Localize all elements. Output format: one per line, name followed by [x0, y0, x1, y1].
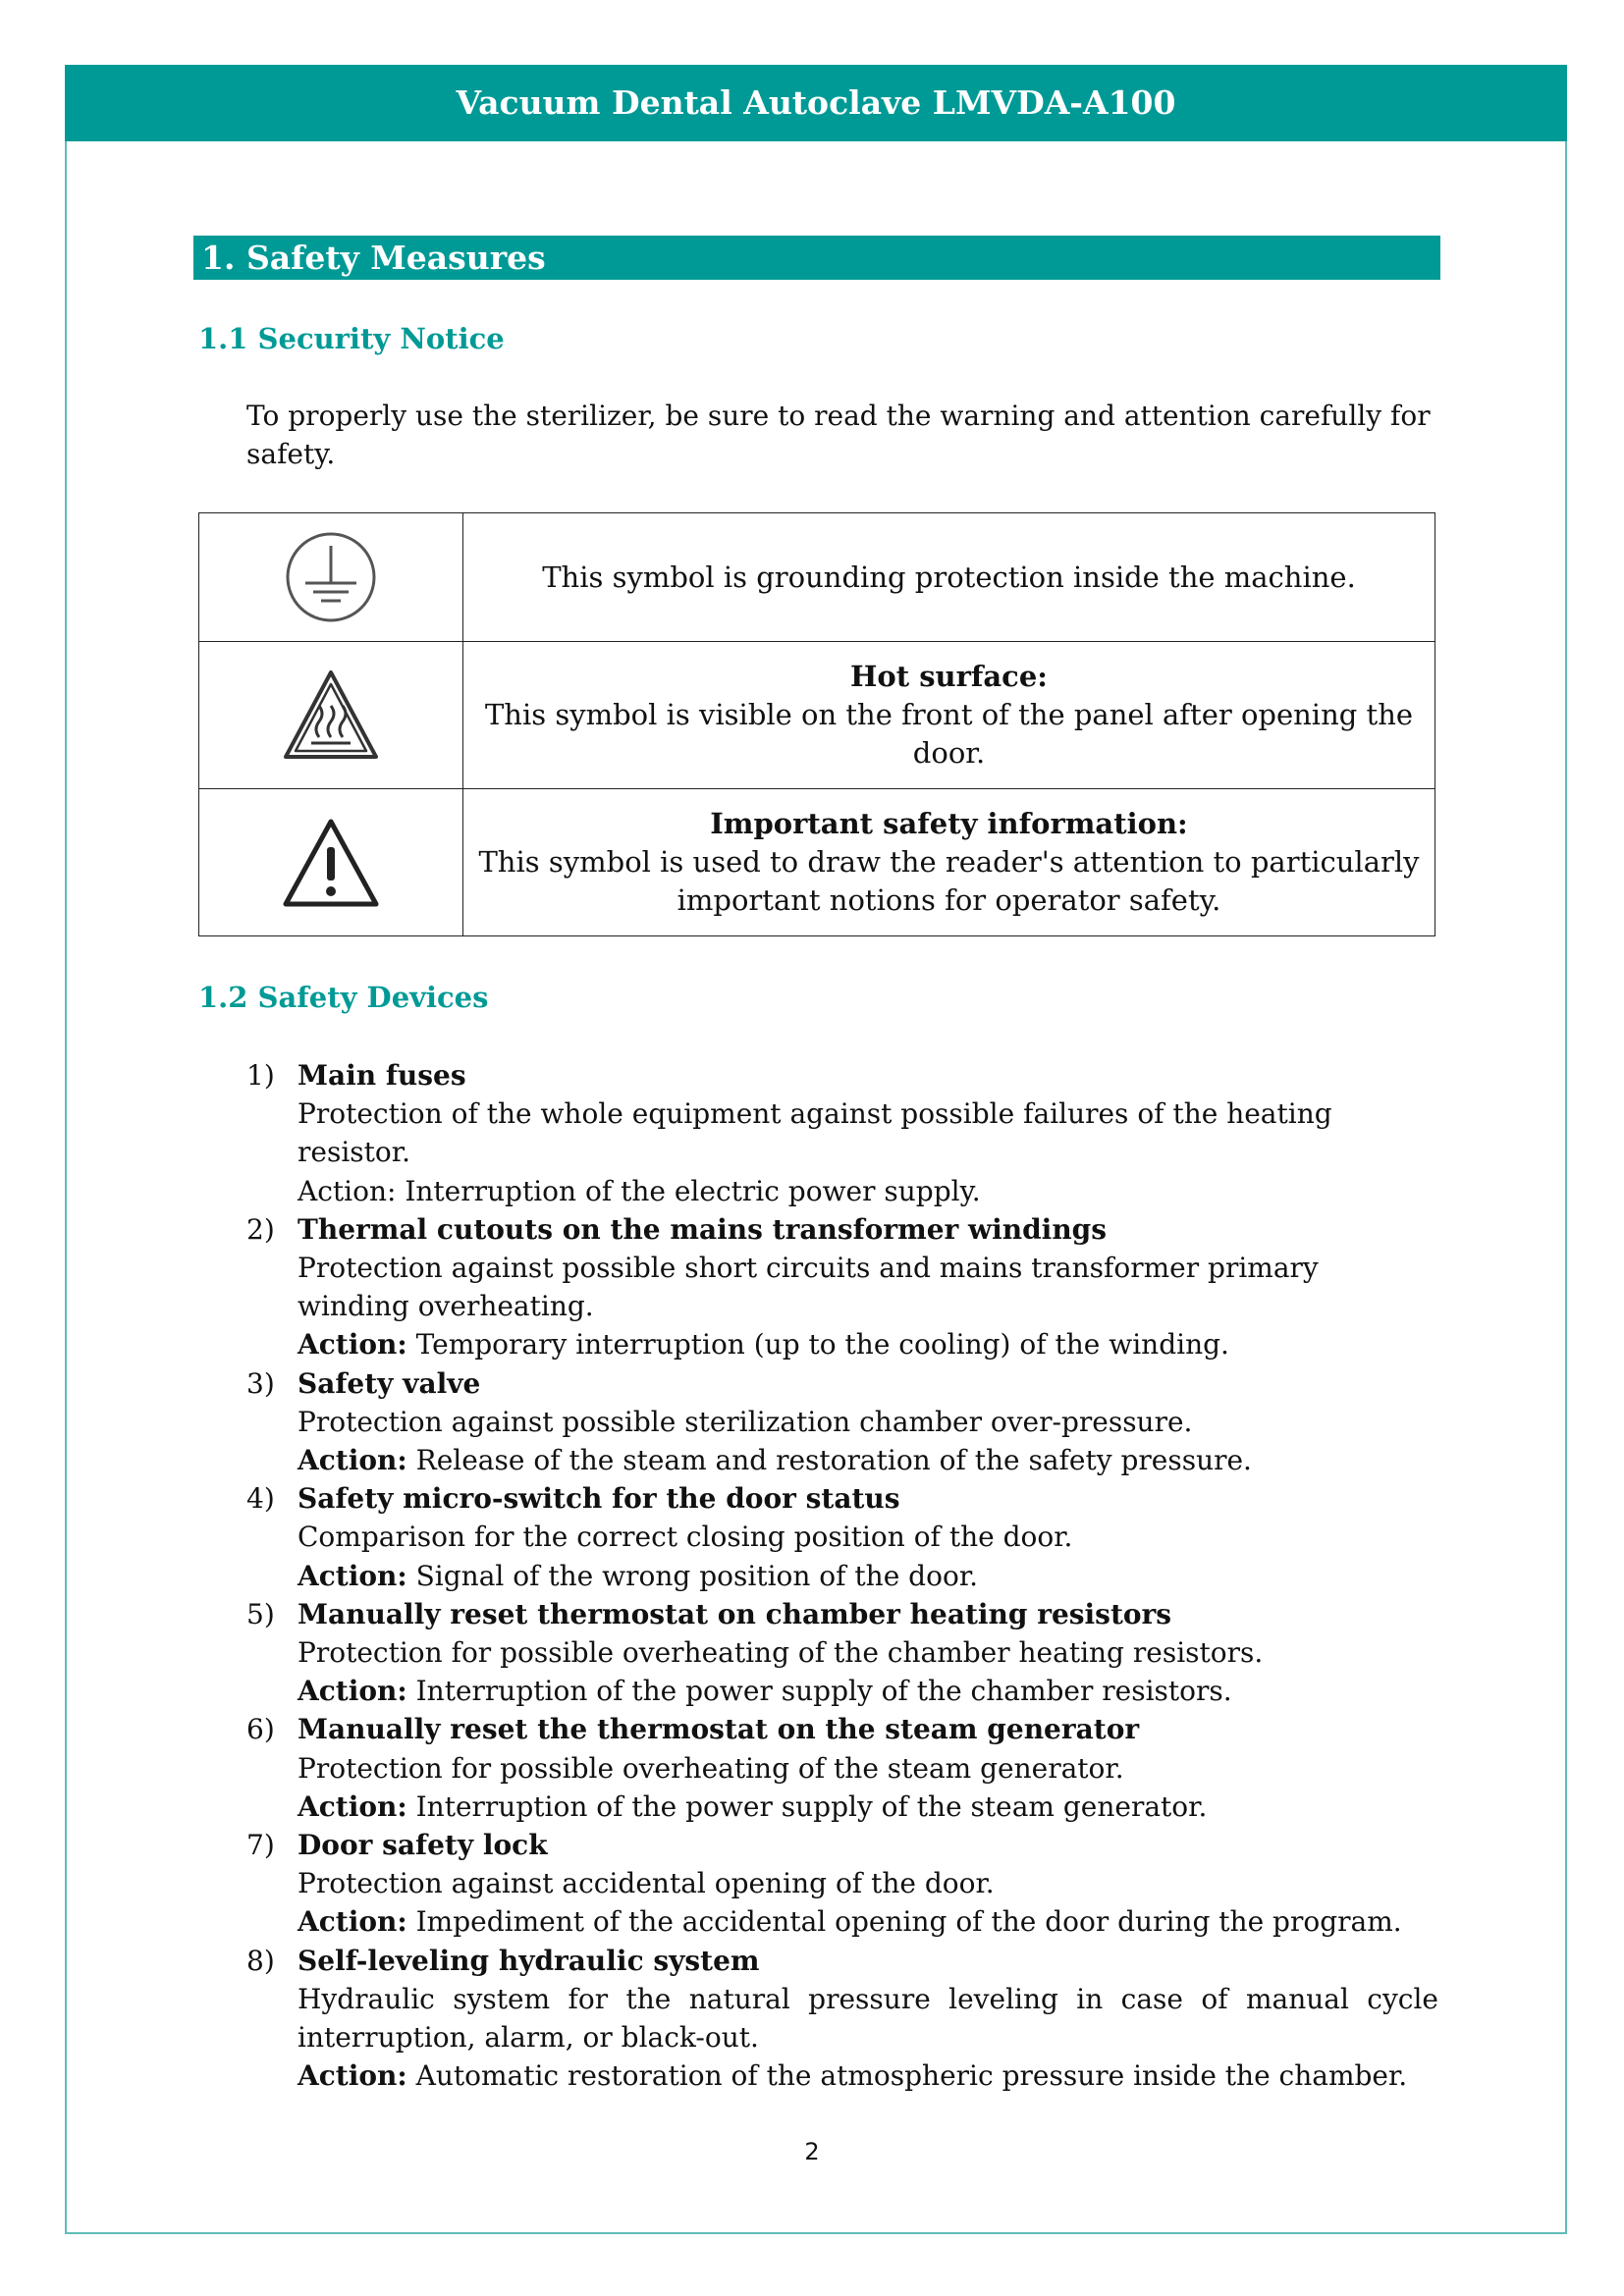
symbol-description-cell	[463, 789, 1435, 936]
action-label: Action:	[298, 1444, 407, 1477]
action-label: Action:	[298, 1789, 407, 1823]
list-item-description: Hydraulic system for the natural pressure leveling in case of manual cycle interruption, alarm, or black-out.	[298, 1982, 1438, 2055]
list-item-description: Protection against accidental opening of the door.	[298, 1867, 995, 1900]
list-item-description: Protection for possible overheating of the steam generator.	[298, 1751, 1124, 1785]
list-item	[246, 1942, 1438, 2096]
list-item	[246, 1479, 1438, 1595]
symbol-text: This symbol is visible on the front of the panel after opening the door.	[484, 698, 1414, 770]
list-item-number: 8)	[246, 1944, 275, 1977]
list-item-description: Protection against possible sterilization chamber over-pressure.	[298, 1405, 1193, 1438]
page-number: 2	[804, 2138, 820, 2165]
list-item	[246, 1710, 1438, 1826]
symbol-icon-cell	[199, 642, 463, 789]
action-text: Interruption of the power supply of the chamber resistors.	[406, 1675, 1232, 1708]
symbol-row-grounding	[199, 513, 1435, 642]
action-label: Action:	[298, 2059, 407, 2093]
symbol-description-cell	[463, 513, 1435, 642]
symbol-icon-cell	[199, 789, 463, 936]
section-title: 1. Safety Measures	[201, 239, 546, 277]
list-item	[246, 1056, 1438, 1210]
list-item-action	[298, 1441, 1438, 1479]
list-item-description: Protection against possible short circuits and mains transformer primary winding overheating.	[298, 1252, 1319, 1323]
symbol-row-important-safety	[199, 789, 1435, 936]
action-text: Action: Interruption of the electric power supply.	[298, 1174, 981, 1207]
action-text: Signal of the wrong position of the door.	[406, 1559, 979, 1592]
list-item-title: Main fuses	[298, 1059, 466, 1092]
list-item	[246, 1210, 1438, 1364]
action-text: Temporary interruption (up to the cooling) of the winding.	[406, 1328, 1229, 1362]
document-header	[65, 65, 1567, 141]
security-notice-intro: To properly use the sterilizer, be sure to read the warning and attention carefully for safety.	[246, 400, 1431, 470]
subsection-heading-safety-devices: 1.2 Safety Devices	[198, 981, 489, 1014]
list-item-number: 2)	[246, 1212, 275, 1246]
list-item	[246, 1595, 1438, 1711]
document-title: Vacuum Dental Autoclave LMVDA-A100	[456, 83, 1176, 122]
list-item-action	[298, 1325, 1438, 1363]
action-text: Automatic restoration of the atmospheric pressure inside the chamber.	[406, 2059, 1408, 2093]
action-text: Impediment of the accidental opening of the door during the program.	[406, 1905, 1402, 1939]
list-item-action	[298, 1672, 1438, 1710]
ground-icon	[199, 530, 462, 624]
action-label: Action:	[298, 1905, 407, 1939]
list-item-action	[298, 2056, 1438, 2095]
symbol-row-hot-surface	[199, 642, 1435, 789]
list-item-number: 7)	[246, 1829, 275, 1862]
symbols-table	[198, 512, 1435, 936]
action-label: Action:	[298, 1675, 407, 1708]
list-item-description: Comparison for the correct closing position of the door.	[298, 1521, 1073, 1554]
list-item-title: Thermal cutouts on the mains transformer windings	[298, 1212, 1108, 1246]
list-item-number: 1)	[246, 1059, 275, 1092]
warning-icon	[199, 816, 462, 910]
list-item-number: 5)	[246, 1597, 275, 1630]
list-item-action	[298, 1557, 1438, 1595]
action-text: Interruption of the power supply of the steam generator.	[406, 1789, 1208, 1823]
list-item-title: Safety micro-switch for the door status	[298, 1482, 900, 1516]
list-item-number: 4)	[246, 1482, 275, 1516]
list-item	[246, 1364, 1438, 1480]
list-item-title: Manually reset thermostat on chamber heating resistors	[298, 1597, 1172, 1630]
list-item-title: Manually reset the thermostat on the steam generator	[298, 1713, 1140, 1746]
subsection-heading-security-notice: 1.1 Security Notice	[198, 322, 505, 355]
action-label: Action:	[298, 1559, 407, 1592]
list-item-action	[298, 1788, 1438, 1826]
symbol-text: This symbol is grounding protection inside the machine.	[542, 560, 1356, 594]
list-item-action	[298, 1902, 1438, 1941]
action-text: Release of the steam and restoration of the safety pressure.	[406, 1444, 1252, 1477]
section-heading-bar	[193, 236, 1440, 280]
safety-devices-list	[246, 1056, 1438, 2095]
symbol-title: Hot surface:	[849, 660, 1048, 693]
list-item-description: Protection of the whole equipment against possible failures of the heating resistor.	[298, 1097, 1332, 1169]
symbol-text: This symbol is used to draw the reader's attention to particularly important notions for operator safety.	[478, 845, 1420, 917]
action-label: Action:	[298, 1328, 407, 1362]
symbol-title: Important safety information:	[710, 807, 1188, 840]
list-item-number: 3)	[246, 1366, 275, 1400]
list-item-title: Self-leveling hydraulic system	[298, 1944, 760, 1977]
list-item-title: Door safety lock	[298, 1829, 548, 1862]
list-item-action	[298, 1172, 1438, 1210]
list-item-number: 6)	[246, 1713, 275, 1746]
list-item	[246, 1826, 1438, 1942]
symbol-description-cell	[463, 642, 1435, 789]
symbol-icon-cell	[199, 513, 463, 642]
list-item-description: Protection for possible overheating of the chamber heating resistors.	[298, 1636, 1264, 1670]
list-item-title: Safety valve	[298, 1366, 481, 1400]
hot-surface-icon	[199, 668, 462, 763]
